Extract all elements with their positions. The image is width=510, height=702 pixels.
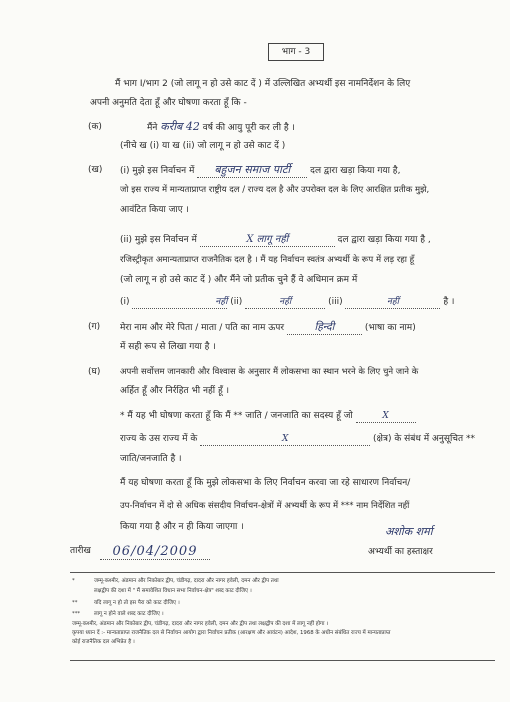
- handwritten-date: 06/04/2009: [112, 544, 198, 559]
- symbol-choice-3: नहीं: [345, 296, 440, 309]
- candidate-signature: अशोक शर्मा: [385, 525, 433, 538]
- ga-line-2: में सही रूप से लिखा गया है ।: [120, 342, 216, 352]
- symbol-choice-1: नहीं: [132, 296, 227, 309]
- kha-i-line-3: आवंटित किया जाए ।: [120, 205, 189, 215]
- handwritten-language: हिन्दी: [314, 321, 335, 333]
- date-label: तारीख: [70, 546, 91, 556]
- unrecognised-party-field: [200, 234, 335, 247]
- caste-end-line: जाति/जनजाति है ।: [120, 454, 182, 464]
- declaration-line-3: किया गया है और न ही किया जाएगा ।: [120, 522, 244, 532]
- date-field: [100, 540, 210, 560]
- section-gha-marker: (घ): [88, 367, 101, 377]
- symbols-row: (i) नहीं (ii) नहीं (iii) नहीं है ।: [120, 297, 455, 307]
- part-label-box: [268, 43, 324, 61]
- caste-field: [356, 410, 416, 423]
- kha-i-line-2: जो इस राज्य में मान्यताप्राप्त राष्ट्रीय दल / राज्य दल है और उपरोक्त दल के लिए आरक्षित प्रतीक मुझे,: [120, 185, 430, 195]
- gha-line-1: अपनी सर्वोत्तम जानकारी और विश्वास के अनुसार मैं लोकसभा का स्थान भरने के लिए चुने जाने के: [120, 367, 419, 377]
- signature-label: अभ्यर्थी का हस्ताक्षर: [368, 547, 433, 557]
- footnote-3: ** यदि लागू न हो तो इस पैरा को काट दीजिए ।: [72, 600, 180, 606]
- declaration-line-1: मैं यह घोषणा करता हूँ कि मुझे लोकसभा के लिए निर्वाचन करवा जा रहे साधारण निर्वाचन/: [120, 478, 411, 488]
- ga-line-1: मेरा नाम और मेरे पिता / माता / पति का नाम ऊपर हिन्दी (भाषा का नाम): [120, 321, 416, 333]
- footnote-4: *** लागू न होने वाले शब्द काट दीजिए ।: [72, 611, 164, 617]
- section-ka-instruction: (नीचे ख (i) या ख (ii) जो लागू न हो उसे काट दें ): [120, 141, 286, 151]
- caste-cross-mark: X: [382, 411, 389, 421]
- footnote-rule-bottom: [70, 660, 495, 661]
- kha-ii-line-3: (जो लागू न हो उसे काट दें ) और मैंने जो प्रतीक चुने हैं वे अधिमान क्रम में: [120, 275, 358, 285]
- handwritten-party-name: बहुजन समाज पार्टी: [214, 163, 291, 176]
- footnote-5: जम्मू-कश्मीर, अंडमान और निकोबार द्वीप, चंडीगढ़, दादरा और नागर हवेली, दमन और द्वीप तथा लक्षद्वीप की दशा में लागू नहीं होगा ।: [72, 621, 329, 627]
- kha-ii-line-2: रजिस्ट्रीकृत अमान्यताप्राप्त राजनैतिक दल है । मैं यह निर्वाचन स्वतंत्र अभ्यर्थी के रूप में लड़ रहा हूँ: [120, 255, 415, 265]
- caste-line: * मैं यह भी घोषणा करता हूँ कि मैं ** जाति / जनजाति का सदस्य हूँ जो X: [120, 410, 416, 423]
- kha-ii-line-1: (ii) मुझे इस निर्वाचन में X लागू नहीं दल द्वारा खड़ा किया गया है ,: [120, 234, 431, 245]
- footnote-1: * जम्मू-कश्मीर, अंडमान और निकोबार द्वीप, चंडीगढ़, दादरा और नागर हवेली, दमन और द्वीप तथा: [72, 578, 279, 584]
- intro-line-2: अपनी अनुमति देता हूँ और घोषणा करता हूँ कि -: [90, 98, 247, 108]
- handwritten-not-applicable: X लागू नहीं: [246, 234, 289, 245]
- footnote-2: लक्षद्वीप की दशा में " मैं समावेशित विधान सभा निर्वाचन-क्षेत्र" शब्द काट दीजिए ।: [94, 588, 252, 594]
- section-kha-marker: (ख): [88, 165, 103, 175]
- part-label: भाग - 3: [281, 47, 311, 57]
- handwritten-age: करीब 42: [160, 120, 200, 133]
- party-name-field: [197, 164, 307, 178]
- gha-line-2: अर्हित हूँ और निर्रहित भी नहीं हूँ ।: [120, 386, 230, 396]
- area-field: [200, 433, 370, 446]
- section-ka-text: मैंने करीब 42 वर्ष की आयु पूरी कर ली है ।: [147, 120, 295, 133]
- footnote-7: कोई राजनैतिक दल अभिप्रेत है ।: [72, 639, 135, 645]
- section-ka-marker: (क): [88, 122, 102, 132]
- kha-i-line-1: (i) मुझे इस निर्वाचन में बहुजन समाज पार्टी दल द्वारा खड़ा किया गया है,: [120, 163, 401, 176]
- state-line: राज्य के उस राज्य में के X (क्षेत्र) के संबंध में अनुसूचित **: [120, 434, 475, 444]
- footnote-rule-top: [70, 572, 495, 573]
- symbol-choice-2: नहीं: [245, 296, 325, 309]
- language-field: [287, 321, 362, 335]
- area-cross-mark: X: [281, 434, 289, 444]
- footnote-6: कृपया ध्यान दें :- मान्यताप्राप्त राजनैतिक दल से निर्वाचन आयोग द्वारा निर्वाचन प्रतीक (आरक्षण और आवंटन) आदेश, 1968 के अधीन संबंधित राज्य में मान्यताप्राप्त: [72, 630, 391, 636]
- section-ga-marker: (ग): [88, 322, 101, 332]
- declaration-line-2: उप-निर्वाचन में दो से अधिक संसदीय निर्वाचन-क्षेत्रों में अभ्यर्थी के रूप में *** नाम निर्देशित नहीं: [120, 501, 410, 511]
- intro-line-1: मैं भाग I/भाग 2 (जो लागू न हो उसे काट दें ) में उल्लिखित अभ्यर्थी इस नामनिर्देशन के लिए: [115, 79, 411, 89]
